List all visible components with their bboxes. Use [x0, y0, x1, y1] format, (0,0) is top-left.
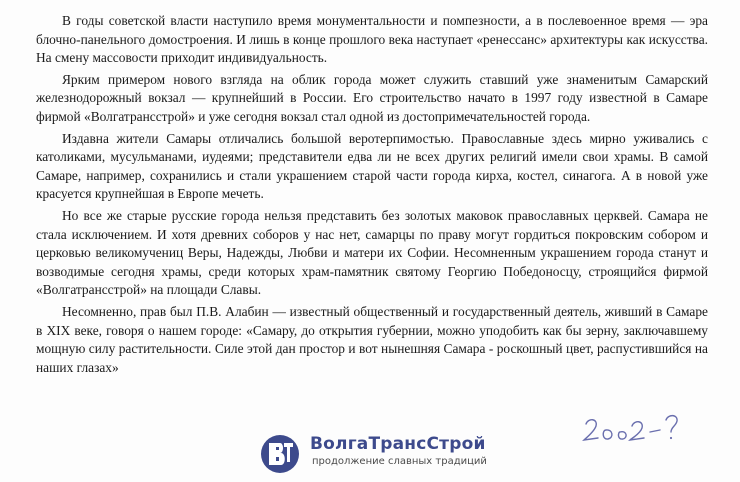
logo-company-name: ВолгаТрансСтрой: [310, 434, 486, 454]
paragraph-4: Но все же старые русские города нельзя представить без золотых маковок православных церквей. Самара не стала исключением. И хотя древних соборов у нас нет, самарцы по праву могут гордиться покровским собором и церковью великомучениц Веры, Надежды, Любви и матери их Софии. Несомненным украшением города станут и возводимые сегодня храмы, среди которых храм-памятник святому Георгию Победоносцу, строящийся фирмой «Волгатрансстрой» на площади Славы.: [36, 207, 708, 298]
logo-tagline: продолжение славных традиций: [312, 456, 487, 467]
logo-emblem-icon: [260, 434, 300, 474]
handwritten-date-signature: [578, 410, 688, 448]
paragraph-3: Издавна жители Самары отличались большой веротерпимостью. Православные здесь мирно уживались с католиками, мусульманами, иудеями; представители едва ли не всех других религий имели свои храмы. В самой Самаре, например, сохранились и стали украшением старой части города кирха, костел, синагога. А в новой уже красуется крупнейшая в Европе мечеть.: [36, 130, 708, 202]
paragraph-5: Несомненно, прав был П.В. Алабин — известный общественный и государственный деятель, живший в Самаре в XIX веке, говоря о нашем городе: «Самару, до открытия губернии, можно уподобить как бы зерну, заключавшему мощную силу растительности. Силе этой дан простор и вот нынешняя Самара - роскошный цвет, распустившийся на наших глазах»: [36, 303, 708, 375]
paragraph-2: Ярким примером нового взгляда на облик города может служить ставший уже знаменитым Самарский железнодорожный вокзал — крупнейший в России. Его строительство начато в 1997 году известной в Самаре фирмой «Волгатрансстрой» и уже сегодня вокзал стал одной из достопримечательностей города.: [36, 71, 708, 124]
company-logo: [260, 432, 520, 476]
article-body: [36, 12, 708, 380]
paragraph-1: В годы советской власти наступило время монументальности и помпезности, а в послевоенное время — эра блочно-панельного домостроения. И лишь в конце прошлого века наступает «ренессанс» архитектуры как искусства. На смену массовости приходит индивидуальность.: [36, 13, 708, 66]
